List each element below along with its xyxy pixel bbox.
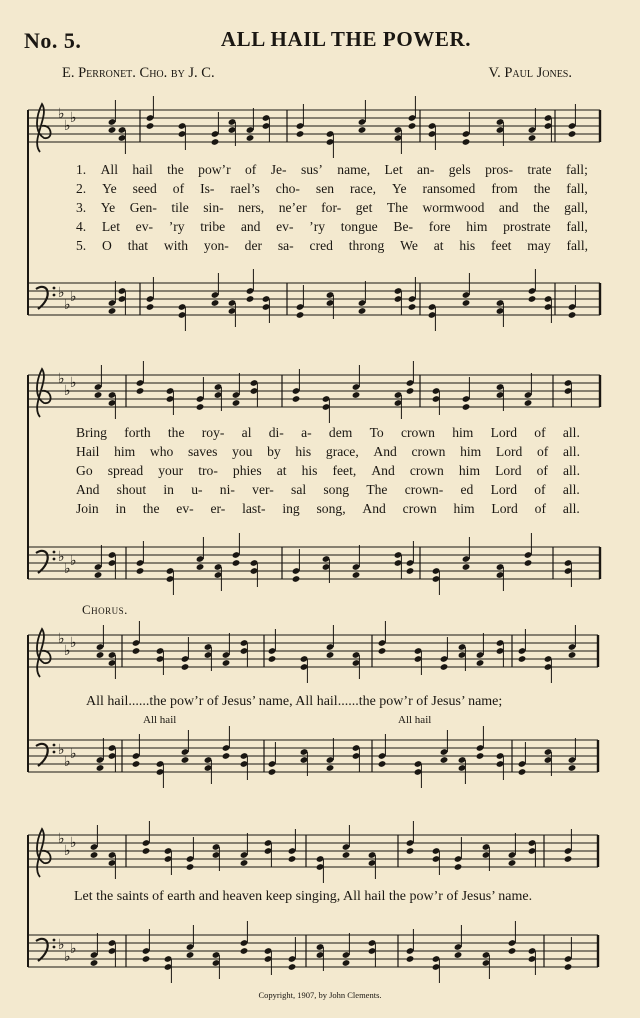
lyric-syllable: phies	[232, 463, 262, 478]
lyric-syllable: him	[114, 444, 136, 459]
note-head	[292, 575, 301, 583]
lyric-syllable: feet,	[332, 463, 357, 478]
lyric-syllable: of	[245, 162, 257, 177]
note-head	[246, 295, 255, 303]
treble-clef-icon	[37, 104, 51, 152]
lyric-syllable: trate	[527, 162, 552, 177]
note-head	[524, 399, 533, 407]
lyric-syllable: ne’er	[278, 200, 307, 215]
lyric-syllable: Is-	[200, 181, 215, 196]
lyric-syllable: seed	[132, 181, 157, 196]
hymn-title: ALL HAIL THE POWER.	[220, 27, 472, 51]
note-head	[528, 134, 537, 142]
note-head	[196, 403, 205, 411]
note-head	[268, 768, 277, 776]
flat-sign: ♭	[70, 746, 77, 762]
flat-sign: ♭	[64, 643, 71, 659]
bass-clef-icon	[36, 287, 48, 309]
flat-sign: ♭	[58, 937, 65, 953]
verse-line	[76, 236, 588, 255]
lyric-syllable: his	[301, 463, 318, 478]
verse-lyrics-part1	[76, 160, 588, 255]
lyric-syllable: saves	[187, 444, 218, 459]
lyric-syllable: name,	[337, 162, 371, 177]
bass-cue-1: All hail	[143, 714, 177, 726]
lyric-syllable: his	[295, 444, 312, 459]
note-head	[146, 303, 155, 311]
lyric-syllable: forth	[124, 425, 151, 440]
note-head	[568, 311, 577, 319]
flat-sign: ♭	[58, 285, 65, 301]
lyric-syllable: him	[452, 425, 474, 440]
lyric-syllable: in	[115, 501, 127, 516]
lyric-syllable: get	[355, 200, 373, 215]
treble-clef-icon	[37, 369, 51, 417]
lyric-syllable: ver-	[252, 482, 274, 497]
lyric-syllable: To	[369, 425, 384, 440]
note-head	[508, 859, 517, 867]
lyric-syllable: by	[267, 444, 281, 459]
lyric-syllable: gall,	[564, 200, 588, 215]
lyric-syllable: roy-	[201, 425, 225, 440]
note-head	[186, 863, 195, 871]
lyric-syllable: from	[491, 181, 518, 196]
lyric-syllable: of	[172, 181, 185, 196]
note-head	[222, 659, 231, 667]
note-head	[462, 403, 471, 411]
note-head	[342, 959, 351, 967]
lyric-syllable: the	[142, 501, 160, 516]
bass-clef-dot	[53, 939, 56, 942]
lyric-syllable: Lord	[490, 425, 518, 440]
lyric-syllable: the	[167, 162, 184, 177]
lyric-syllable: and	[240, 219, 261, 234]
lyric-syllable: We	[400, 238, 418, 253]
verse-lyrics-part2	[76, 423, 580, 518]
lyric-syllable: ev-	[135, 219, 154, 234]
note-head	[222, 752, 231, 760]
lyric-syllable: pros-	[485, 162, 514, 177]
lyric-syllable: Bring	[76, 425, 107, 440]
lyric-syllable: fall,	[566, 181, 588, 196]
lyric-syllable: of	[534, 501, 546, 516]
lyric-syllable: spread	[107, 463, 144, 478]
lyric-syllable: all.	[562, 444, 580, 459]
note-head	[96, 764, 105, 772]
note-head	[288, 855, 297, 863]
lyric-syllable: ners,	[238, 200, 265, 215]
note-head	[518, 768, 527, 776]
note-head	[352, 391, 361, 399]
flat-sign: ♭	[64, 297, 71, 313]
lyric-syllable: Ye	[102, 181, 117, 196]
lyric-syllable: tribe	[200, 219, 226, 234]
lyric-syllable: hail	[132, 162, 153, 177]
flat-sign: ♭	[58, 371, 65, 387]
bass-clef-icon	[36, 744, 48, 766]
lyric-syllable: u-	[191, 482, 203, 497]
lyric-syllable: fall;	[565, 162, 588, 177]
lyric-syllable: last-	[242, 501, 266, 516]
lyric-syllable: Je-	[270, 162, 287, 177]
lyric-syllable: And	[373, 444, 397, 459]
note-head	[268, 655, 277, 663]
music-credit: V. Paul Jones.	[488, 65, 572, 81]
lyric-syllable: all.	[562, 501, 580, 516]
lyric-syllable: ransomed	[422, 181, 476, 196]
note-head	[142, 955, 151, 963]
lyric-syllable: all.	[562, 463, 580, 478]
note-head	[454, 863, 463, 871]
chorus-lyrics-line2: Let the saints of earth and heaven keep singing, All hail the pow’r of Jesus’ name.	[74, 889, 533, 904]
lyric-syllable: may	[527, 238, 551, 253]
note-head	[326, 651, 335, 659]
lyric-syllable: yon-	[203, 238, 229, 253]
lyric-syllable: ’ry	[309, 219, 326, 234]
flat-sign: ♭	[64, 383, 71, 399]
note-head	[90, 959, 99, 967]
note-head	[108, 307, 117, 315]
lyric-syllable: sus’	[300, 162, 323, 177]
note-head	[454, 951, 463, 959]
bass-clef-dot	[53, 744, 56, 747]
lyric-syllable: feet	[491, 238, 512, 253]
flat-sign: ♭	[64, 118, 71, 134]
lyric-syllable: Be-	[393, 219, 414, 234]
note-head	[232, 399, 241, 407]
treble-clef-icon	[37, 829, 51, 877]
lyric-syllable: of	[537, 444, 549, 459]
lyric-syllable: rael’s	[230, 181, 260, 196]
note-head	[90, 851, 99, 859]
note-head	[232, 559, 241, 567]
lyric-syllable: at	[276, 463, 287, 478]
lyric-syllable: And	[371, 463, 395, 478]
lyric-syllable: of	[534, 482, 546, 497]
lyric-syllable: wormwood	[422, 200, 485, 215]
lyric-syllable: Go	[76, 463, 93, 478]
note-head	[568, 764, 577, 772]
note-head	[406, 847, 415, 855]
hymn-number: No. 5.	[24, 28, 82, 53]
bass-clef-icon	[36, 939, 48, 961]
lyric-syllable: der	[244, 238, 263, 253]
lyric-syllable: And	[362, 501, 386, 516]
verse-number: 3.	[76, 200, 87, 215]
note-head	[568, 651, 577, 659]
verse-number: 1.	[76, 162, 87, 177]
note-head	[408, 122, 417, 130]
note-head	[406, 955, 415, 963]
note-head	[568, 130, 577, 138]
note-head	[94, 571, 103, 579]
note-head	[211, 299, 220, 307]
lyric-syllable: ’ry	[168, 219, 185, 234]
lyric-syllable: him	[458, 463, 481, 478]
lyric-syllable: Join	[76, 501, 99, 516]
note-head	[296, 311, 305, 319]
lyric-syllable: race,	[350, 181, 377, 196]
note-head	[406, 567, 415, 575]
note-head	[292, 395, 301, 403]
lyric-syllable: for-	[321, 200, 342, 215]
note-head	[132, 760, 141, 768]
lyric-syllable: him	[466, 219, 488, 234]
note-head	[342, 851, 351, 859]
note-head	[296, 130, 305, 138]
lyric-syllable: pow’r	[198, 162, 231, 177]
note-head	[132, 647, 141, 655]
lyric-syllable: him	[460, 444, 482, 459]
lyric-syllable: throng	[348, 238, 385, 253]
lyric-syllable: song,	[316, 501, 346, 516]
lyric-syllable: fore	[428, 219, 451, 234]
note-head	[211, 138, 220, 146]
lyric-syllable: crown	[409, 463, 444, 478]
lyric-syllable: who	[149, 444, 174, 459]
lyric-syllable: fall,	[566, 219, 588, 234]
verse-cont-line	[76, 499, 580, 518]
note-head	[181, 663, 190, 671]
lyric-syllable: his	[459, 238, 476, 253]
chorus-label: Chorus.	[82, 602, 128, 617]
note-head	[476, 752, 485, 760]
lyric-syllable: that	[127, 238, 149, 253]
lyric-syllable: cho-	[275, 181, 300, 196]
lyric-syllable: crown	[400, 425, 435, 440]
lyric-syllable: at	[433, 238, 444, 253]
note-head	[408, 303, 417, 311]
lyric-syllable: all.	[562, 425, 580, 440]
flat-sign: ♭	[70, 289, 77, 305]
note-head	[518, 655, 527, 663]
note-head	[352, 571, 361, 579]
note-head	[181, 756, 190, 764]
lyric-syllable: prostrate	[503, 219, 551, 234]
note-head	[136, 567, 145, 575]
note-head	[358, 307, 367, 315]
lyric-syllable: The	[386, 200, 408, 215]
lyric-syllable: al	[241, 425, 252, 440]
lyric-syllable: of	[534, 425, 546, 440]
lyric-syllable: Ye	[100, 200, 116, 215]
note-head	[326, 764, 335, 772]
lyric-syllable: Lord	[495, 444, 523, 459]
verse-number: 5.	[76, 238, 87, 253]
note-head	[142, 847, 151, 855]
lyric-syllable: shout	[116, 482, 147, 497]
lyric-syllable: tile	[171, 200, 189, 215]
bass-clef-dot	[53, 294, 56, 297]
note-head	[108, 126, 117, 134]
lyric-syllable: song	[323, 482, 350, 497]
lyric-syllable: sen	[315, 181, 335, 196]
verse-number: 4.	[76, 219, 87, 234]
lyric-syllable: ev-	[176, 501, 194, 516]
words-credit: E. Perronet. Cho. by J. C.	[62, 65, 215, 81]
treble-clef-icon	[37, 629, 51, 677]
lyric-syllable: crown	[411, 444, 446, 459]
bass-clef-dot	[53, 946, 56, 949]
bass-clef-dot	[53, 551, 56, 554]
verse-cont-line	[76, 461, 580, 480]
lyric-syllable: O	[102, 238, 112, 253]
flat-sign: ♭	[64, 843, 71, 859]
lyric-syllable: grace,	[325, 444, 359, 459]
flat-sign: ♭	[70, 553, 77, 569]
lyric-syllable: Let	[384, 162, 403, 177]
bass-clef-dot	[53, 287, 56, 290]
lyric-syllable: you	[232, 444, 253, 459]
flat-sign: ♭	[64, 561, 71, 577]
lyric-syllable: of	[536, 463, 548, 478]
lyric-syllable: di-	[268, 425, 284, 440]
lyric-syllable: a-	[301, 425, 312, 440]
lyric-syllable: crown-	[404, 482, 444, 497]
lyric-syllable: the	[533, 200, 550, 215]
note-head	[564, 963, 573, 971]
note-head	[508, 947, 517, 955]
flat-sign: ♭	[70, 110, 77, 126]
verse-cont-line	[76, 480, 580, 499]
note-head	[440, 756, 449, 764]
lyric-syllable: er-	[210, 501, 226, 516]
flat-sign: ♭	[64, 949, 71, 965]
bass-clef-icon	[36, 551, 48, 573]
lyric-syllable: cred	[309, 238, 333, 253]
flat-sign: ♭	[58, 831, 65, 847]
verse-line	[76, 198, 588, 217]
lyric-syllable: with	[163, 238, 189, 253]
note-head	[240, 859, 249, 867]
flat-sign: ♭	[64, 754, 71, 770]
flat-sign: ♭	[58, 549, 65, 565]
lyric-syllable: gels	[448, 162, 471, 177]
lyric-syllable: sa-	[277, 238, 294, 253]
chorus-lyrics-line1: All hail......the pow’r of Jesus’ name, All hail......the pow’r of Jesus’ name;	[86, 694, 503, 709]
flat-sign: ♭	[70, 941, 77, 957]
lyric-syllable: ed	[460, 482, 474, 497]
lyric-syllable: Lord	[495, 463, 522, 478]
lyric-syllable: him	[453, 501, 475, 516]
note-head	[406, 387, 415, 395]
lyric-syllable: tro-	[198, 463, 218, 478]
flat-sign: ♭	[58, 742, 65, 758]
lyric-syllable: The	[366, 482, 388, 497]
lyric-syllable: Ye	[392, 181, 407, 196]
lyric-syllable: Lord	[490, 482, 517, 497]
flat-sign: ♭	[70, 835, 77, 851]
note-head	[94, 391, 103, 399]
note-head	[288, 963, 297, 971]
lyric-syllable: and	[498, 200, 519, 215]
note-head	[358, 126, 367, 134]
note-head	[524, 559, 533, 567]
verse-cont-line	[76, 423, 580, 442]
lyric-syllable: ev-	[276, 219, 294, 234]
lyric-syllable: an-	[417, 162, 435, 177]
note-head	[186, 951, 195, 959]
copyright-notice: Copyright, 1907, by John Clements.	[258, 990, 382, 1000]
flat-sign: ♭	[58, 631, 65, 647]
verse-line	[76, 217, 588, 236]
lyric-syllable: the	[533, 181, 551, 196]
note-head	[564, 855, 573, 863]
lyric-syllable: And	[76, 482, 100, 497]
bass-clef-dot	[53, 558, 56, 561]
note-head	[528, 295, 537, 303]
lyric-syllable: your	[158, 463, 184, 478]
lyric-syllable: fall,	[566, 238, 588, 253]
note-head	[440, 663, 449, 671]
flat-sign: ♭	[58, 106, 65, 122]
note-head	[378, 760, 387, 768]
lyric-syllable: tongue	[340, 219, 378, 234]
lyric-syllable: ing	[282, 501, 300, 516]
note-head	[96, 651, 105, 659]
bass-clef-dot	[53, 751, 56, 754]
bass-cue-2: All hail	[398, 714, 432, 726]
lyric-syllable: ni-	[219, 482, 235, 497]
lyric-syllable: dem	[328, 425, 353, 440]
lyric-syllable: Let	[101, 219, 120, 234]
verse-number: 2.	[76, 181, 87, 196]
note-head	[146, 122, 155, 130]
flat-sign: ♭	[70, 635, 77, 651]
lyric-syllable: All	[100, 162, 118, 177]
note-head	[462, 138, 471, 146]
note-head	[240, 947, 249, 955]
note-head	[476, 659, 485, 667]
lyric-syllable: all.	[562, 482, 580, 497]
note-head	[136, 387, 145, 395]
lyric-syllable: sin-	[203, 200, 224, 215]
lyric-syllable: sal	[291, 482, 307, 497]
flat-sign: ♭	[70, 375, 77, 391]
note-head	[196, 563, 205, 571]
lyric-syllable: in	[163, 482, 174, 497]
lyric-syllable: Gen-	[129, 200, 157, 215]
note-head	[246, 134, 255, 142]
lyric-syllable: Lord	[491, 501, 518, 516]
note-head	[462, 299, 471, 307]
note-head	[378, 647, 387, 655]
note-head	[462, 563, 471, 571]
lyric-syllable: the	[167, 425, 185, 440]
lyric-syllable: crown	[402, 501, 437, 516]
lyric-syllable: Hail	[76, 444, 100, 459]
verse-cont-line	[76, 442, 580, 461]
verse-line	[76, 160, 588, 179]
verse-line	[76, 179, 588, 198]
